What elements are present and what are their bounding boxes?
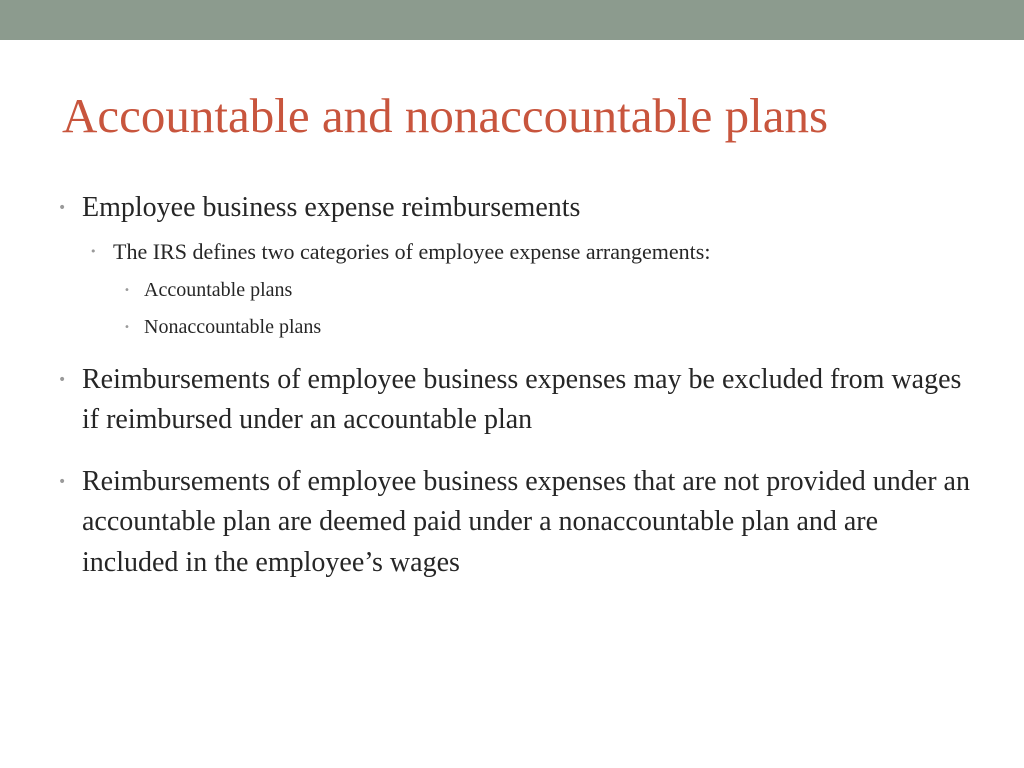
bullet-text: Employee business expense reimbursements (82, 192, 581, 223)
slide-body (58, 188, 978, 583)
slide-title: Accountable and nonaccountable plans (62, 88, 829, 143)
bullet-text: Nonaccountable plans (144, 315, 322, 338)
bullet-icon: • (58, 200, 67, 216)
bullet-item-level3 (58, 315, 978, 340)
bullet-item-level2 (58, 238, 978, 266)
bullet-text: Accountable plans (144, 278, 293, 301)
bullet-text: The IRS defines two categories of employee expense arrangements: (113, 238, 711, 264)
top-accent-band (0, 0, 1024, 40)
bullet-icon: • (58, 371, 67, 388)
bullet-item-level1 (58, 188, 978, 229)
bullet-icon: • (124, 321, 130, 333)
bullet-item-level1 (58, 360, 978, 441)
bullet-icon: • (58, 473, 67, 490)
bullet-item-level3 (58, 278, 978, 303)
bullet-text: Reimbursements of employee business expenses may be excluded from wages if reimbursed under an accountable plan (82, 363, 962, 435)
bullet-icon: • (90, 244, 97, 258)
bullet-item-level1 (58, 462, 978, 584)
bullet-icon: • (124, 284, 130, 296)
bullet-text: Reimbursements of employee business expenses that are not provided under an accountable plan are deemed paid under a nonaccountable plan and are included in the employee’s wages (82, 465, 970, 578)
